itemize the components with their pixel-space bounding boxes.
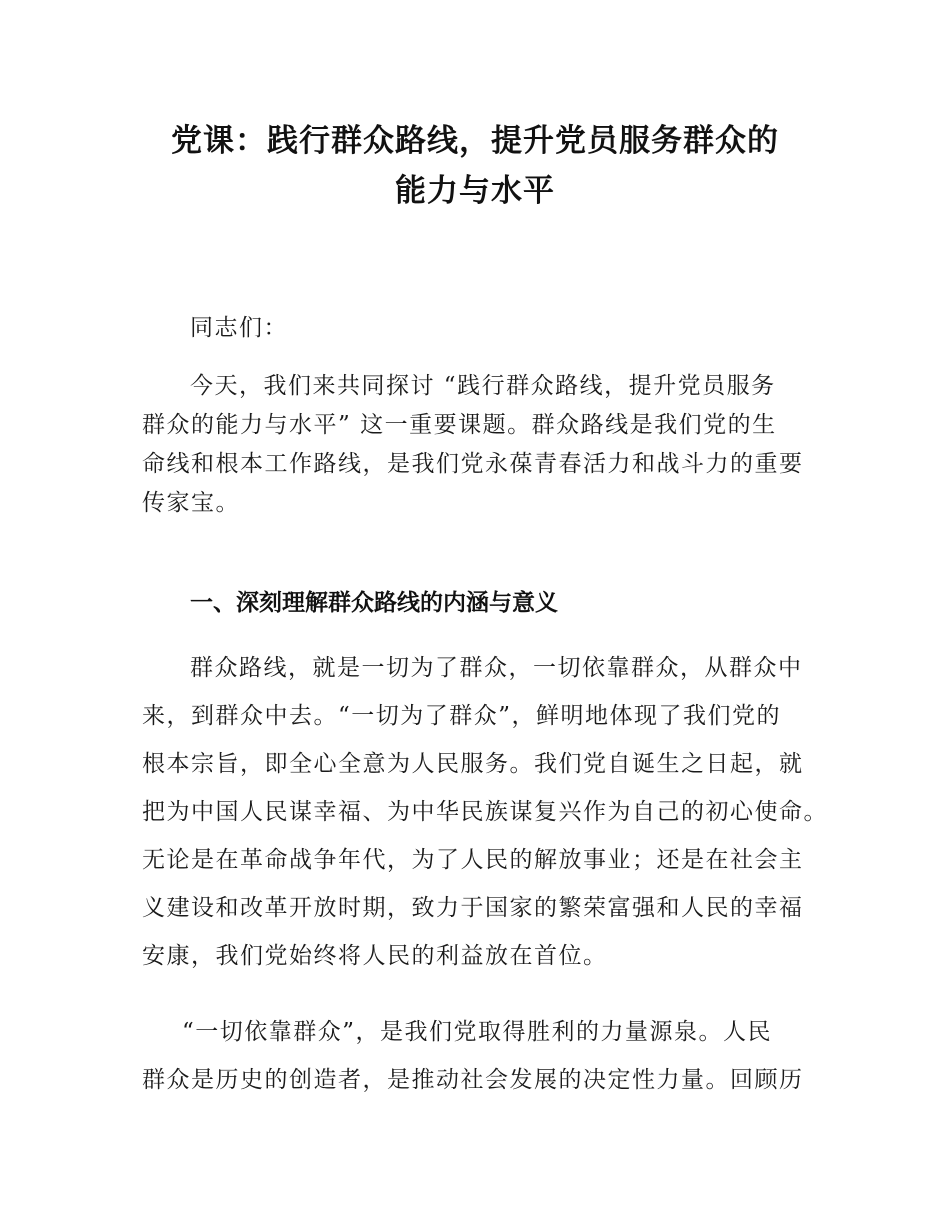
title-line-2: 能力与水平 (395, 173, 555, 209)
paragraph-line: 义建设和改革开放时期，致力于国家的繁荣富强和人民的幸福 (142, 895, 804, 921)
paragraph-2 (142, 1008, 814, 1104)
paragraph-line: 群众路线，就是一切为了群众，一切依靠群众，从群众中 (190, 655, 803, 681)
paragraph-line: 群众是历史的创造者，是推动社会发展的决定性力量。回顾历 (142, 1067, 804, 1093)
paragraph-line: “一切依靠群众”，是我们党取得胜利的力量源泉。人民 (182, 1019, 773, 1045)
paragraph-line: 来，到群众中去。“一切为了群众”，鲜明地体现了我们党的 (142, 703, 782, 729)
intro-line: 今天，我们来共同探讨 “践行群众路线，提升党员服务 (190, 373, 776, 399)
document-title (140, 116, 810, 216)
paragraph-line: 根本宗旨，即全心全意为人民服务。我们党自诞生之日起，就 (142, 751, 804, 777)
paragraph-1 (142, 644, 828, 980)
intro-paragraph (142, 367, 814, 523)
paragraph-line: 无论是在革命战争年代，为了人民的解放事业；还是在社会主 (142, 847, 804, 873)
paragraph-line: 把为中国人民谋幸福、为中华民族谋复兴作为自己的初心使命。 (142, 799, 828, 825)
paragraph-line: 安康，我们党始终将人民的利益放在首位。 (142, 943, 608, 969)
salutation: 同志们： (190, 315, 288, 341)
title-line-1: 党课：践行群众路线，提升党员服务群众的 (171, 123, 779, 159)
section-heading-1: 一、深刻理解群众路线的内涵与意义 (190, 590, 558, 616)
intro-line: 群众的能力与水平” 这一重要课题。群众路线是我们党的生 (142, 412, 777, 438)
salutation-paragraph (142, 304, 814, 352)
intro-line: 命线和根本工作路线，是我们党永葆青春活力和战斗力的重要 (142, 451, 804, 477)
intro-line: 传家宝。 (142, 490, 240, 516)
